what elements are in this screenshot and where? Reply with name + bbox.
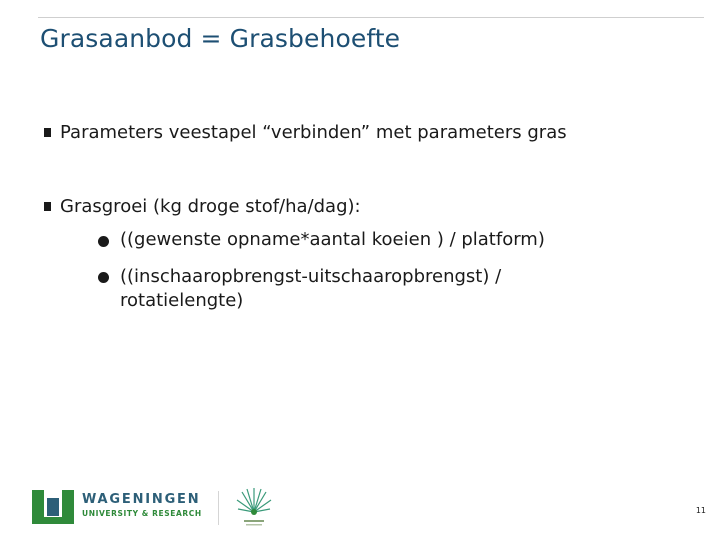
sub-bullet-text: ((gewenste opname*aantal koeien ) / platform) (120, 229, 545, 250)
round-bullet-icon (98, 272, 109, 283)
square-bullet-icon (44, 202, 51, 211)
sub-bullet-item (98, 229, 658, 250)
leaf-seal-icon (232, 482, 276, 530)
slide-title: Grasaanbod = Grasbehoefte (40, 24, 401, 53)
logo-name: WAGENINGEN (82, 492, 201, 507)
logo-divider (218, 491, 219, 525)
top-divider (38, 17, 704, 18)
bullet-text: Parameters veestapel “verbinden” met parameters gras (60, 122, 567, 143)
logo-subtitle: UNIVERSITY & RESEARCH (82, 509, 202, 518)
bullet-item (44, 196, 361, 217)
square-bullet-icon (44, 128, 51, 137)
wageningen-logo (32, 488, 222, 528)
sub-bullet-item (98, 265, 658, 313)
page-number: 11 (695, 506, 706, 515)
round-bullet-icon (98, 236, 109, 247)
sub-bullet-text: ((inschaaropbrengst-uitschaaropbrengst) / rotatielengte) (120, 266, 502, 311)
wur-mark-icon (32, 490, 74, 524)
bullet-item (44, 122, 567, 143)
bullet-text: Grasgroei (kg droge stof/ha/dag): (60, 196, 361, 217)
